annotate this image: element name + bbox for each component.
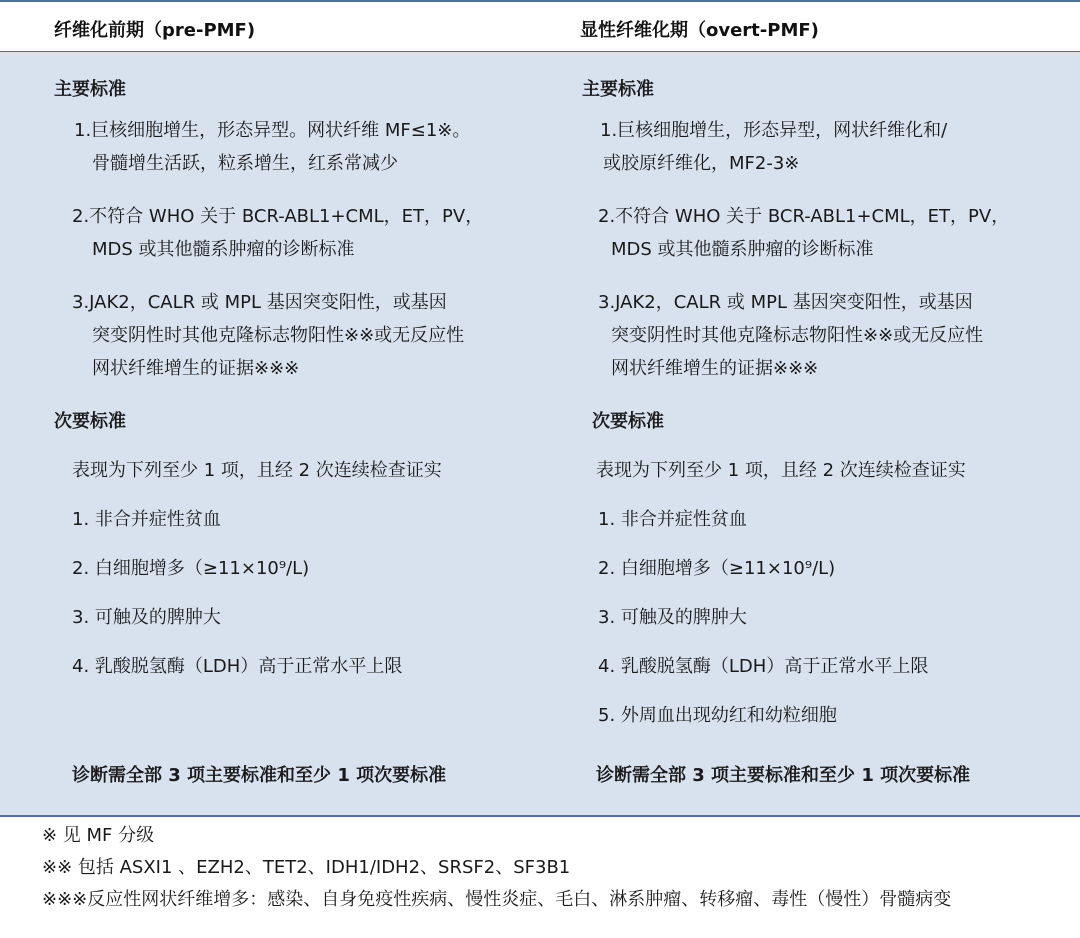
left-minor-intro: 表现为下列至少 1 项，且经 2 次连续检查证实 bbox=[72, 460, 442, 481]
right-major-2-line1: 2.不符合 WHO 关于 BCR-ABL1+CML，ET，PV， bbox=[598, 206, 1010, 227]
left-major-2-line1: 2.不符合 WHO 关于 BCR-ABL1+CML，ET，PV， bbox=[72, 206, 484, 227]
left-major-3-line3: 网状纤维增生的证据※※※ bbox=[92, 358, 300, 379]
left-major-title: 主要标准 bbox=[54, 79, 126, 100]
right-diagnosis: 诊断需全部 3 项主要标准和至少 1 项次要标准 bbox=[596, 765, 971, 786]
left-major-3-line2: 突变阴性时其他克隆标志物阳性※※或无反应性 bbox=[92, 325, 465, 346]
left-major-1-line1: 1.巨核细胞增生，形态异型。网状纤维 MF≤1※。 bbox=[74, 120, 471, 141]
left-major-1-line2: 骨髓增生活跃，粒系增生，红系常减少 bbox=[92, 153, 398, 174]
top-rule bbox=[0, 0, 1080, 2]
right-major-3-line2: 突变阴性时其他克隆标志物阳性※※或无反应性 bbox=[611, 325, 984, 346]
right-major-3-line1: 3.JAK2，CALR 或 MPL 基因突变阳性，或基因 bbox=[598, 292, 973, 313]
right-minor-intro: 表现为下列至少 1 项，且经 2 次连续检查证实 bbox=[596, 460, 966, 481]
left-major-3-line1: 3.JAK2，CALR 或 MPL 基因突变阳性，或基因 bbox=[72, 292, 447, 313]
footnote-2: ※※ 包括 ASXI1 、EZH2、TET2、IDH1/IDH2、SRSF2、SF3B1 bbox=[42, 857, 571, 878]
right-minor-item-4: 4. 乳酸脱氢酶（LDH）高于正常水平上限 bbox=[598, 656, 929, 677]
left-diagnosis: 诊断需全部 3 项主要标准和至少 1 项次要标准 bbox=[72, 765, 447, 786]
bottom-rule bbox=[0, 815, 1080, 817]
right-major-2-line2: MDS 或其他髓系肿瘤的诊断标准 bbox=[611, 239, 874, 260]
right-major-1-line1: 1.巨核细胞增生，形态异型，网状纤维化和/ bbox=[600, 120, 948, 141]
left-minor-item-3: 3. 可触及的脾肿大 bbox=[72, 607, 221, 628]
left-major-2-line2: MDS 或其他髓系肿瘤的诊断标准 bbox=[92, 239, 355, 260]
right-minor-item-2: 2. 白细胞增多（≥11×10⁹/L) bbox=[598, 558, 836, 579]
left-minor-item-2: 2. 白细胞增多（≥11×10⁹/L) bbox=[72, 558, 310, 579]
footnote-1: ※ 见 MF 分级 bbox=[42, 825, 155, 846]
left-minor-title: 次要标准 bbox=[54, 411, 126, 432]
right-minor-item-1: 1. 非合并症性贫血 bbox=[598, 509, 747, 530]
right-minor-title: 次要标准 bbox=[592, 411, 664, 432]
left-minor-item-1: 1. 非合并症性贫血 bbox=[72, 509, 221, 530]
right-column-header: 显性纤维化期（overt-PMF) bbox=[580, 20, 819, 41]
right-minor-item-5: 5. 外周血出现幼红和幼粒细胞 bbox=[598, 705, 837, 726]
right-major-1-line2: 或胶原纤维化，MF2-3※ bbox=[603, 153, 800, 174]
right-major-3-line3: 网状纤维增生的证据※※※ bbox=[611, 358, 819, 379]
left-minor-item-4: 4. 乳酸脱氢酶（LDH）高于正常水平上限 bbox=[72, 656, 403, 677]
right-major-title: 主要标准 bbox=[582, 79, 654, 100]
right-minor-item-3: 3. 可触及的脾肿大 bbox=[598, 607, 747, 628]
left-column-header: 纤维化前期（pre-PMF) bbox=[54, 20, 256, 41]
footnote-3: ※※※反应性网状纤维增多：感染、自身免疫性疾病、慢性炎症、毛白、淋系肿瘤、转移瘤、毒性（慢性）骨髓病变 bbox=[42, 889, 952, 910]
